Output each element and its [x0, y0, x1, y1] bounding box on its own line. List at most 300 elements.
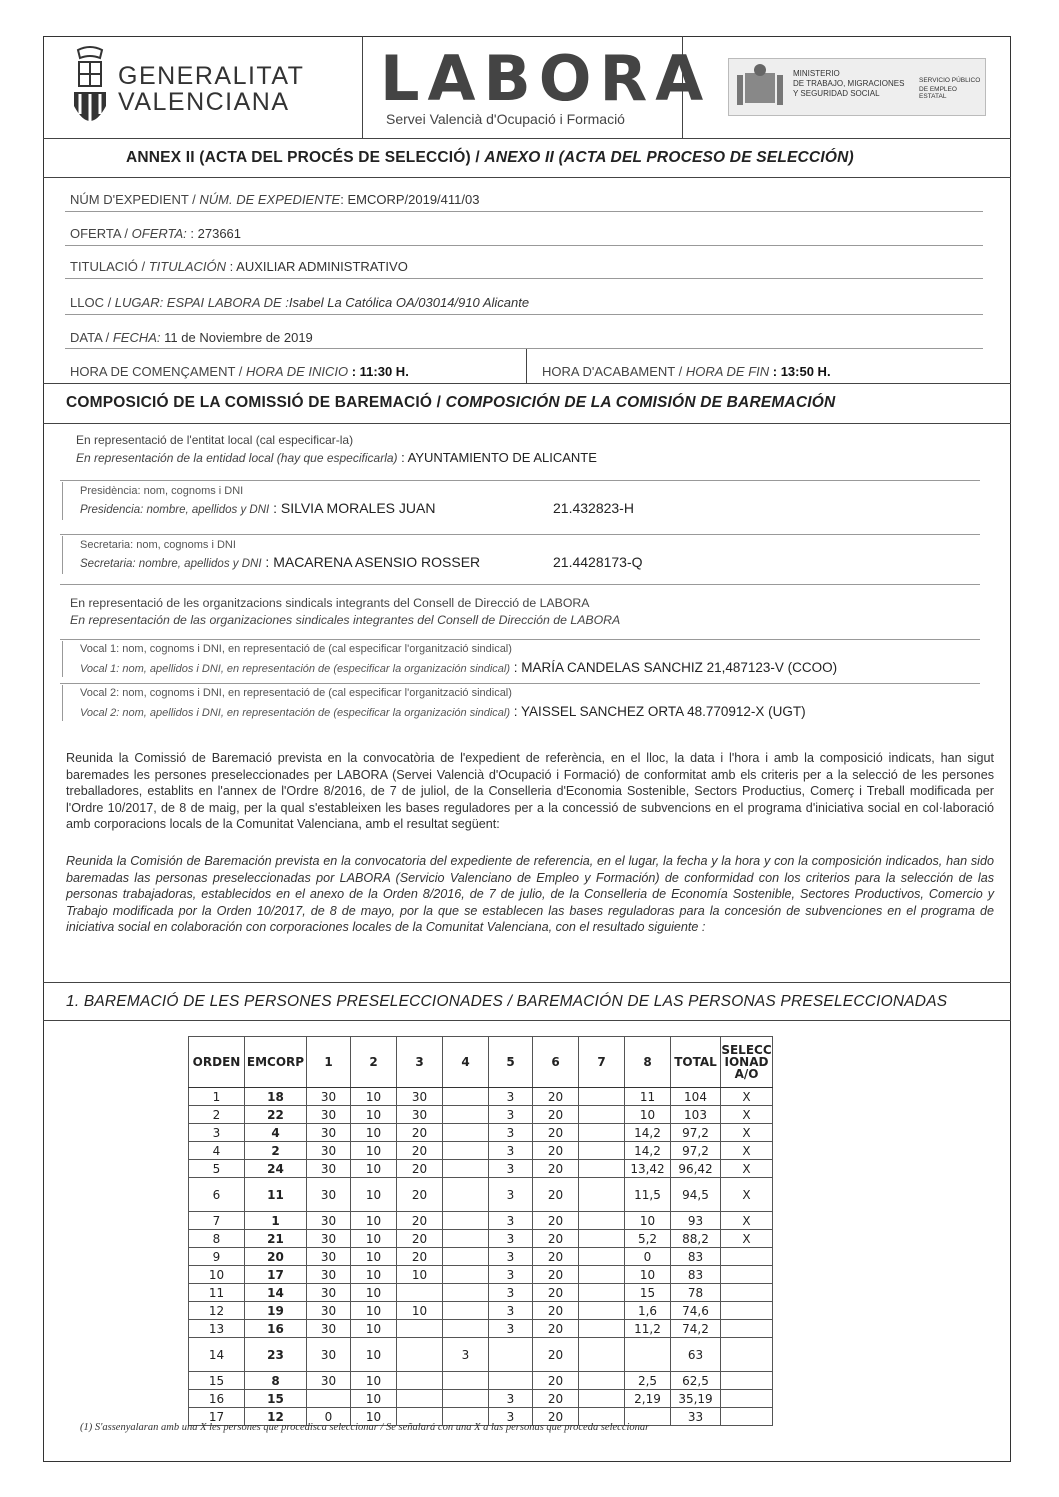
table-cell: 30: [307, 1178, 351, 1212]
ministry-text-3: Y SEGURIDAD SOCIAL: [793, 89, 880, 98]
table-cell: 2: [189, 1106, 245, 1124]
table-cell: 30: [307, 1106, 351, 1124]
table-cell: 16: [245, 1320, 307, 1338]
table-cell: [721, 1338, 773, 1372]
table-cell: 94,5: [671, 1178, 721, 1212]
table-cell: [721, 1408, 773, 1426]
table-cell: [579, 1390, 625, 1408]
ministry-text-1: MINISTERIO: [793, 69, 840, 78]
table-cell: 83: [671, 1266, 721, 1284]
table-cell: [579, 1088, 625, 1106]
vocal1-label-val: Vocal 1: nom, cognoms i DNI, en representació de (cal especificar l'organització sindical): [80, 643, 512, 655]
ministry-text-2: DE TRABAJO, MIGRACIONES: [793, 79, 905, 88]
presidencia-label-val: Presidència: nom, cognoms i DNI: [80, 485, 244, 497]
table-cell: 3: [489, 1248, 533, 1266]
table-cell: 20: [533, 1302, 579, 1320]
table-cell: 6: [189, 1178, 245, 1212]
table-cell: 22: [245, 1106, 307, 1124]
secretaria-row: [80, 554, 480, 570]
sepe-text-2: DE EMPLEO ESTATAL: [919, 86, 957, 100]
composicio-title-es: COMPOSICIÓN DE LA COMISIÓN DE BAREMACIÓN: [445, 394, 836, 411]
table-cell: 1: [245, 1212, 307, 1230]
table-cell: [579, 1372, 625, 1390]
table-cell: X: [721, 1124, 773, 1142]
table-cell: 3: [489, 1160, 533, 1178]
table-cell: 2,19: [625, 1390, 671, 1408]
table-cell: 20: [533, 1088, 579, 1106]
vocal1-top-rule: [60, 639, 980, 640]
table-cell: 15: [625, 1284, 671, 1302]
table-cell: 12: [189, 1302, 245, 1320]
table-cell: 10: [625, 1266, 671, 1284]
table-cell: 10: [351, 1088, 397, 1106]
table-cell: 88,2: [671, 1230, 721, 1248]
table-cell: 14: [189, 1338, 245, 1372]
table-cell: 18: [245, 1088, 307, 1106]
table-cell: 20: [533, 1124, 579, 1142]
table-cell: 97,2: [671, 1142, 721, 1160]
table-cell: 10: [351, 1266, 397, 1284]
table-cell: 20: [397, 1248, 443, 1266]
table-cell: [307, 1390, 351, 1408]
table-header-cell: TOTAL: [671, 1037, 721, 1088]
table-cell: [397, 1320, 443, 1338]
table-cell: [489, 1372, 533, 1390]
expedient-row: [70, 192, 479, 207]
vocal2-value: : YAISSEL SANCHEZ ORTA 48.770912-X (UGT): [510, 704, 806, 719]
secretaria-dni: 21.4428173-Q: [553, 554, 643, 570]
table-cell: [579, 1106, 625, 1124]
table-cell: 20: [245, 1248, 307, 1266]
lloc-label-val: LLOC /: [70, 295, 115, 310]
table-header-row: [189, 1037, 773, 1088]
table-row: [189, 1372, 773, 1390]
presidencia-dni: 21.432823-H: [553, 500, 634, 516]
hora-inici-value: : 11:30 H.: [348, 364, 409, 379]
table-cell: 35,19: [671, 1390, 721, 1408]
table-cell: 24: [245, 1160, 307, 1178]
table-cell: 16: [189, 1390, 245, 1408]
table-header-cell: SELECC IONAD A/O: [721, 1037, 773, 1088]
table-cell: 20: [397, 1178, 443, 1212]
table-cell: [579, 1248, 625, 1266]
table-cell: [443, 1178, 489, 1212]
table-cell: [489, 1338, 533, 1372]
vocal2-label-es: Vocal 2: nom, apellidos i DNI, en representación de (especificar la organización sindical): [80, 707, 511, 719]
table-cell: 11: [625, 1088, 671, 1106]
table-cell: 21: [245, 1230, 307, 1248]
table-cell: 30: [307, 1266, 351, 1284]
presidencia-row: [80, 500, 435, 516]
table-cell: 20: [533, 1212, 579, 1230]
table-cell: 83: [671, 1248, 721, 1266]
table-cell: 3: [489, 1088, 533, 1106]
table-cell: [443, 1088, 489, 1106]
table-cell: [443, 1372, 489, 1390]
table-cell: [443, 1390, 489, 1408]
table-cell: 15: [245, 1390, 307, 1408]
presidencia-bracket: [62, 482, 63, 520]
table-row: [189, 1088, 773, 1106]
table-cell: 17: [189, 1408, 245, 1426]
vocal1-bracket: [62, 641, 63, 677]
vocal1-value: : MARÍA CANDELAS SANCHIZ 21,487123-V (CCOO): [510, 660, 838, 675]
table-header-cell: 3: [397, 1037, 443, 1088]
table-cell: 30: [307, 1372, 351, 1390]
hora-inici-label-es: HORA DE INICIO: [246, 364, 349, 379]
table-row: [189, 1266, 773, 1284]
table-cell: 10: [351, 1320, 397, 1338]
table-cell: 11: [189, 1284, 245, 1302]
table-cell: 19: [245, 1302, 307, 1320]
annex-title-val: ANNEX II (ACTA DEL PROCÉS DE SELECCIÓ) /: [126, 149, 485, 166]
secretaria-label-val: Secretaria: nom, cognoms i DNI: [80, 539, 236, 551]
score-table: [188, 1036, 773, 1426]
entitat-value: : AYUNTAMIENTO DE ALICANTE: [397, 450, 597, 465]
table-cell: 14,2: [625, 1142, 671, 1160]
table-cell: 103: [671, 1106, 721, 1124]
annex-title-rule: [43, 177, 1011, 178]
table-cell: 15: [189, 1372, 245, 1390]
composicio-title-val: COMPOSICIÓ DE LA COMISSIÓ DE BAREMACIÓ /: [66, 394, 446, 411]
sepe-text-1: SERVICIO PÚBLICO: [919, 77, 981, 84]
table-cell: [579, 1160, 625, 1178]
paragraph-val: Reunida la Comissió de Baremació prevista en la convocatòria de l'expedient de referència, en el lloc, la data i l'hora i amb la composició indicats, han sigut baremades les persones preseleccionades per LABORA (Servei Valencià d'Ocupació i Formació) de conformitat amb els criteris per a la selecció de les persones treballadores, establits en l'annex de l'Ordre 8/2016, de 7 de juliol, de la Conselleria d'Economia Sostenible, Sectors Productius, Comerç i Treball modificada per l'Ordre 10/2017, de 8 de maig, per la qual s'estableixen les bases reguladores per a la concessió de subvencions en el programa d'iniciativa social en col·laboració amb corporacions locals de la Comunitat Valenciana, amb el resultat següent:: [66, 751, 994, 832]
data-rule: [65, 348, 983, 349]
vocal2-bracket: [62, 685, 63, 721]
table-cell: 20: [533, 1178, 579, 1212]
table-cell: [397, 1372, 443, 1390]
table-header-cell: 7: [579, 1037, 625, 1088]
table-cell: 10: [351, 1372, 397, 1390]
table-cell: 20: [533, 1160, 579, 1178]
table-cell: 30: [397, 1088, 443, 1106]
table-cell: X: [721, 1178, 773, 1212]
table-cell: 10: [351, 1106, 397, 1124]
annex-title-es: ANEXO II (ACTA DEL PROCESO DE SELECCIÓN): [484, 149, 854, 166]
entitat-rule: [60, 480, 980, 481]
table-cell: 30: [307, 1320, 351, 1338]
table-cell: 10: [397, 1302, 443, 1320]
table-cell: [721, 1266, 773, 1284]
table-cell: 30: [307, 1124, 351, 1142]
table-cell: 10: [625, 1106, 671, 1124]
table-header-cell: 2: [351, 1037, 397, 1088]
data-row: [70, 330, 313, 345]
table-cell: 96,42: [671, 1160, 721, 1178]
table-cell: 8: [189, 1230, 245, 1248]
section1-title: [66, 993, 947, 1011]
lloc-rule: [65, 314, 983, 315]
lloc-row: [70, 295, 529, 310]
table-header-cell: 1: [307, 1037, 351, 1088]
presidencia-rule: [60, 534, 980, 535]
table-cell: 20: [533, 1338, 579, 1372]
expedient-value: : EMCORP/2019/411/03: [340, 192, 480, 207]
table-cell: 3: [489, 1284, 533, 1302]
entitat-label-es: En representación de la entidad local (hay que especificarla): [76, 451, 398, 465]
table-cell: 3: [189, 1124, 245, 1142]
table-cell: [579, 1230, 625, 1248]
table-cell: [579, 1142, 625, 1160]
data-label-val: DATA /: [70, 330, 113, 345]
table-cell: 8: [245, 1372, 307, 1390]
table-cell: 11,5: [625, 1178, 671, 1212]
table-cell: 3: [489, 1106, 533, 1124]
entitat-row: [76, 450, 597, 465]
table-cell: 9: [189, 1248, 245, 1266]
table-cell: X: [721, 1212, 773, 1230]
expedient-label-val: NÚM D'EXPEDIENT /: [70, 192, 200, 207]
table-cell: [721, 1284, 773, 1302]
table-cell: 14,2: [625, 1124, 671, 1142]
sindical-line-val: En representació de les organitzacions sindicals integrants del Consell de Direcció de LABORA: [70, 596, 590, 610]
sindical-line-es: En representación de las organizaciones sindicales integrantes del Consell de Dirección de LABORA: [70, 613, 621, 627]
table-row: [189, 1230, 773, 1248]
table-cell: 11: [245, 1178, 307, 1212]
table-cell: 11,2: [625, 1320, 671, 1338]
table-cell: 20: [533, 1230, 579, 1248]
hora-fi-value: : 13:50 H.: [769, 364, 831, 379]
table-cell: 30: [307, 1142, 351, 1160]
data-value: 11 de Noviembre de 2019: [160, 330, 313, 345]
table-cell: 30: [307, 1302, 351, 1320]
table-cell: [579, 1302, 625, 1320]
titulacio-row: [70, 259, 408, 274]
table-body: [189, 1088, 773, 1426]
labora-logo: LABORA: [380, 42, 712, 115]
table-row: [189, 1338, 773, 1372]
table-cell: 20: [533, 1266, 579, 1284]
table-cell: X: [721, 1142, 773, 1160]
table-cell: 20: [397, 1212, 443, 1230]
table-cell: 23: [245, 1338, 307, 1372]
titulacio-value: : AUXILIAR ADMINISTRATIVO: [226, 259, 408, 274]
table-header-cell: 5: [489, 1037, 533, 1088]
table-cell: 13: [189, 1320, 245, 1338]
table-cell: 10: [351, 1284, 397, 1302]
table-cell: 0: [307, 1408, 351, 1426]
secretaria-bracket: [62, 536, 63, 574]
table-cell: 30: [307, 1088, 351, 1106]
table-cell: 13,42: [625, 1160, 671, 1178]
table-cell: 10: [351, 1230, 397, 1248]
table-cell: [721, 1390, 773, 1408]
table-cell: 30: [307, 1230, 351, 1248]
table-cell: 3: [489, 1302, 533, 1320]
table-cell: [721, 1320, 773, 1338]
table-cell: 10: [351, 1338, 397, 1372]
table-cell: [579, 1178, 625, 1212]
table-cell: [443, 1212, 489, 1230]
table-cell: 3: [489, 1266, 533, 1284]
table-cell: 10: [351, 1212, 397, 1230]
table-cell: 4: [189, 1142, 245, 1160]
table-cell: [579, 1338, 625, 1372]
table-cell: 7: [189, 1212, 245, 1230]
table-cell: 3: [489, 1320, 533, 1338]
table-cell: 30: [397, 1106, 443, 1124]
labora-subtitle: Servei Valencià d'Ocupació i Formació: [386, 111, 625, 127]
table-cell: 20: [533, 1408, 579, 1426]
table-cell: 10: [351, 1142, 397, 1160]
table-cell: 14: [245, 1284, 307, 1302]
titulacio-label-es: TITULACIÓN: [148, 259, 227, 274]
section1-top-rule: [43, 982, 1011, 983]
table-cell: [443, 1230, 489, 1248]
table-cell: 20: [533, 1248, 579, 1266]
table-cell: [721, 1248, 773, 1266]
lloc-value: Isabel La Católica OA/03014/910 Alicante: [288, 295, 530, 310]
table-cell: 20: [533, 1320, 579, 1338]
table-cell: X: [721, 1106, 773, 1124]
table-row: [189, 1390, 773, 1408]
table-cell: 10: [351, 1160, 397, 1178]
header-bottom-rule: [43, 138, 1011, 139]
table-cell: 20: [397, 1230, 443, 1248]
table-cell: 5,2: [625, 1230, 671, 1248]
table-cell: [579, 1284, 625, 1302]
hora-fi-label-es: HORA DE FIN: [685, 364, 770, 379]
table-header-cell: ORDEN: [189, 1037, 245, 1088]
oferta-label-val: OFERTA /: [70, 226, 132, 241]
hora-fi-row: [542, 364, 831, 379]
vocal1-row: [80, 659, 837, 677]
table-cell: [579, 1124, 625, 1142]
table-cell: 3: [489, 1124, 533, 1142]
table-cell: [721, 1302, 773, 1320]
table-cell: 3: [489, 1142, 533, 1160]
table-cell: 10: [189, 1266, 245, 1284]
table-cell: 2,5: [625, 1372, 671, 1390]
table-row: [189, 1212, 773, 1230]
table-cell: 30: [307, 1212, 351, 1230]
table-header-cell: EMCORP: [245, 1037, 307, 1088]
table-cell: [397, 1284, 443, 1302]
table-cell: 3: [489, 1408, 533, 1426]
table-cell: 3: [489, 1230, 533, 1248]
table-cell: [443, 1284, 489, 1302]
oferta-row: [70, 226, 241, 241]
vocal1-rule: [60, 683, 980, 684]
oferta-value: : 273661: [186, 226, 242, 241]
table-cell: [443, 1106, 489, 1124]
table-header-cell: 8: [625, 1037, 671, 1088]
table-header-cell: 6: [533, 1037, 579, 1088]
gv-logo-line1: GENERALITAT: [118, 62, 305, 90]
table-row: [189, 1284, 773, 1302]
table-cell: 10: [625, 1212, 671, 1230]
secretaria-rule: [60, 584, 980, 585]
table-cell: 30: [307, 1284, 351, 1302]
expedient-rule: [65, 211, 983, 212]
table-cell: 20: [533, 1142, 579, 1160]
table-cell: [443, 1160, 489, 1178]
oferta-label-es: OFERTA:: [131, 226, 187, 241]
table-cell: 10: [351, 1248, 397, 1266]
table-cell: X: [721, 1088, 773, 1106]
section1-title-es: BAREMACIÓN DE LAS PERSONAS PRESELECCIONADAS: [516, 993, 948, 1010]
table-row: [189, 1248, 773, 1266]
table-cell: [579, 1266, 625, 1284]
table-cell: [443, 1248, 489, 1266]
table-row: [189, 1178, 773, 1212]
table-cell: [443, 1124, 489, 1142]
table-cell: X: [721, 1160, 773, 1178]
table-cell: 3: [489, 1212, 533, 1230]
table-cell: [721, 1372, 773, 1390]
vocal1-label-es: Vocal 1: nom, apellidos i DNI, en representación de (especificar la organización sindical): [80, 663, 511, 675]
data-label-es: FECHA:: [112, 330, 161, 345]
table-cell: 10: [351, 1390, 397, 1408]
composicio-title: [66, 394, 835, 412]
table-cell: 20: [397, 1142, 443, 1160]
table-cell: 0: [625, 1248, 671, 1266]
table-cell: 1,6: [625, 1302, 671, 1320]
table-cell: [397, 1338, 443, 1372]
table-cell: 10: [351, 1408, 397, 1426]
table-cell: 4: [245, 1124, 307, 1142]
gv-logo-line2: VALENCIANA: [118, 88, 290, 116]
table-row: [189, 1124, 773, 1142]
header-divider-left: [362, 36, 363, 139]
secretaria-label-es: Secretaria: nombre, apellidos y DNI: [80, 558, 262, 570]
footnote: (1) S'assenyalaran amb una X les persones que procedisca seleccionar / Se señalará con una X a las personas que proceda seleccionar: [80, 1422, 650, 1433]
hora-inici-label-val: HORA DE COMENÇAMENT /: [70, 364, 247, 379]
table-cell: [443, 1320, 489, 1338]
table-cell: 93: [671, 1212, 721, 1230]
table-cell: [625, 1338, 671, 1372]
ministry-logo: [728, 58, 986, 116]
table-row: [189, 1142, 773, 1160]
table-cell: 20: [397, 1124, 443, 1142]
titulacio-rule: [65, 278, 983, 279]
table-cell: 20: [533, 1372, 579, 1390]
secretaria-name: : MACARENA ASENSIO ROSSER: [261, 554, 481, 570]
paragraph-es: Reunida la Comisión de Baremación prevista en la convocatoria del expediente de referencia, en el lugar, la fecha y la hora y con la composición indicados, han sido baremadas las personas preseleccionadas por LABORA (Servicio Valenciano de Empleo y Formación) de conformidad con los criterios para la selección de las personas trabajadoras, establecidos en el anexo de la Orden 8/2016, de 7 de julio, de la Conselleria de Economía Sostenible, Sectores Productivos, Comercio y Trabajo modificada por la Orden 10/2017, de 8 de mayo, por la que se establecen las bases reguladoras para la concesión de subvenciones en el programa de iniciativa social en colaboración con corporaciones locales de la Comunitat Valenciana, con el resultado siguiente :: [66, 854, 994, 935]
table-cell: 12: [245, 1408, 307, 1426]
table-cell: 10: [351, 1302, 397, 1320]
annex-title: [126, 149, 854, 167]
hora-rule: [43, 383, 1011, 384]
table-cell: 20: [533, 1390, 579, 1408]
hora-inici-row: [70, 364, 409, 379]
presidencia-label-es: Presidencia: nombre, apellidos y DNI: [80, 504, 270, 516]
table-cell: 17: [245, 1266, 307, 1284]
table-cell: 10: [351, 1124, 397, 1142]
vocal2-label-val: Vocal 2: nom, cognoms i DNI, en representació de (cal especificar l'organització sindical): [80, 687, 512, 699]
presidencia-name: : SILVIA MORALES JUAN: [269, 500, 436, 516]
table-cell: 74,2: [671, 1320, 721, 1338]
table-cell: 10: [397, 1266, 443, 1284]
table-cell: 20: [533, 1106, 579, 1124]
table-cell: 104: [671, 1088, 721, 1106]
table-row: [189, 1106, 773, 1124]
section1-title-val: 1. BAREMACIÓ DE LES PERSONES PRESELECCIONADES /: [66, 993, 517, 1010]
table-cell: 63: [671, 1338, 721, 1372]
section1-rule: [43, 1020, 1011, 1021]
table-cell: [443, 1266, 489, 1284]
titulacio-label-val: TITULACIÓ /: [70, 259, 149, 274]
table-cell: 62,5: [671, 1372, 721, 1390]
table-cell: 20: [533, 1284, 579, 1302]
table-cell: 30: [307, 1338, 351, 1372]
hora-divider: [526, 349, 527, 383]
table-cell: 5: [189, 1160, 245, 1178]
table-cell: 97,2: [671, 1124, 721, 1142]
table-cell: 10: [351, 1178, 397, 1212]
table-cell: 3: [489, 1390, 533, 1408]
